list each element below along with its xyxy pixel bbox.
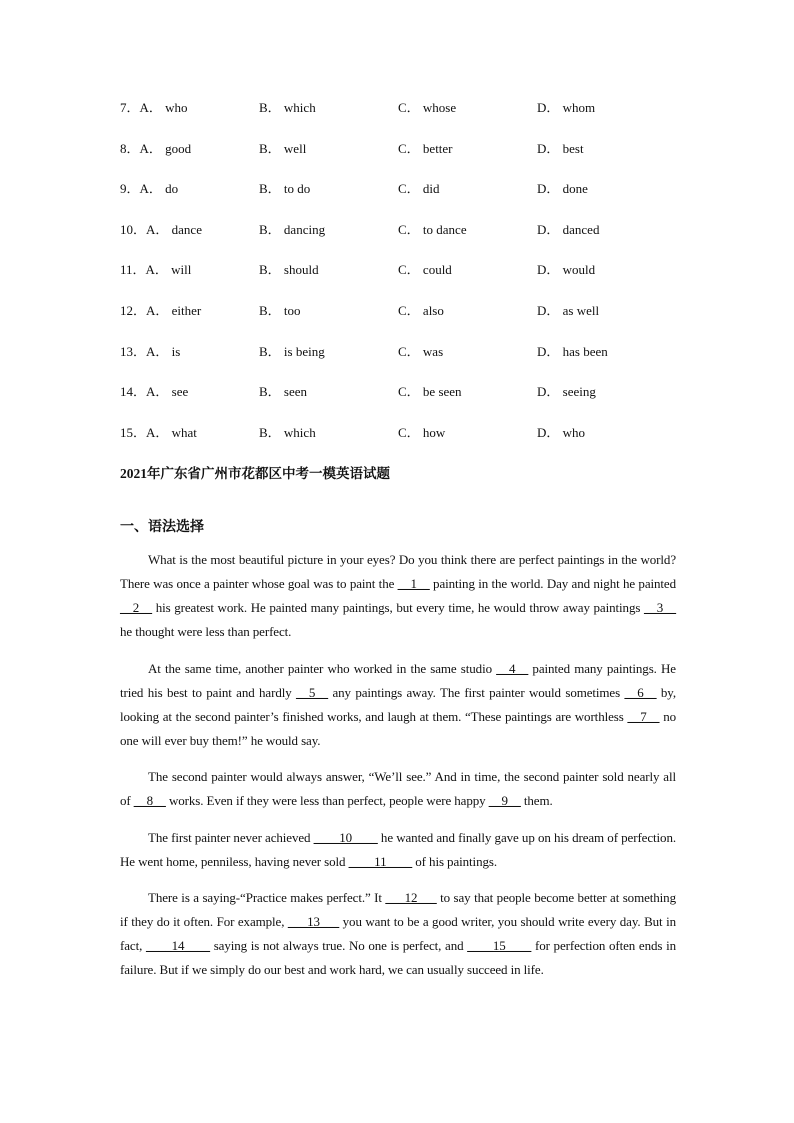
blank-15: ____15____: [467, 938, 532, 954]
option-a: 14．A． see: [120, 384, 189, 400]
blank-2: __2__: [120, 600, 153, 615]
option-c: C． was: [398, 343, 444, 359]
question-row: [120, 337, 680, 378]
option-b: B． which: [259, 424, 316, 440]
blank-14: ____14____: [145, 938, 210, 954]
question-number: 11．: [120, 262, 146, 278]
question-row: [120, 174, 680, 215]
paragraph-3: The second painter would always answer, “We’ll see.” And in time, the second painter sold nearly all of __8__ works. Even if they were less than perfect, people were happy __9__ them.: [120, 769, 676, 809]
option-d: D． done: [537, 181, 588, 197]
option-a: 7．A． who: [120, 100, 188, 115]
option-c: C． whose: [398, 100, 457, 115]
paragraph-2: At the same time, another painter who worked in the same studio __4__ painted many paintings. He tried his best to paint and hardly __5__ any paintings away. The first painter would sometimes __6__ by, looking at the second painter’s finished works, and laugh at them. “These paintings are worthless __7__ no one will ever buy them!” he would say.: [120, 660, 676, 748]
question-number: 9．: [120, 181, 140, 197]
option-a: 12．A． either: [120, 302, 202, 318]
blank-1: __1__: [397, 576, 430, 591]
option-d: D． as well: [537, 302, 600, 318]
question-row: [120, 296, 680, 337]
question-number: 14．: [120, 384, 147, 400]
option-c: C． did: [398, 181, 440, 197]
option-b: B． should: [259, 262, 319, 278]
option-a: 10．A． dance: [120, 221, 202, 237]
question-row: [120, 377, 680, 418]
option-b: B． is being: [259, 343, 325, 359]
option-b: B． which: [259, 100, 316, 115]
option-b: B． too: [259, 302, 301, 318]
blank-3: __3__: [643, 600, 676, 615]
exam-title: 2021年广东省广州市花都区中考一模英语试题: [120, 466, 390, 481]
option-c: C． better: [398, 140, 453, 156]
option-d: D． has been: [537, 343, 608, 359]
question-number: 8．: [120, 140, 140, 156]
option-d: D． whom: [537, 100, 596, 115]
question-number: 12．: [120, 302, 147, 318]
option-b: B． well: [259, 140, 307, 156]
blank-11: ____11____: [348, 853, 413, 869]
paragraph-5: There is a saying-“Practice makes perfect.” It ___12___ to say that people become better at something if they do it often. For example, ___13___ you want to be a good writer, you should write every day. But in fact, ____14____ saying is not always true. No one is perfect, and ____15____ for perfection often ends in failure. But if we simply do our best and work hard, we can usually succeed in life.: [120, 890, 677, 978]
question-row: [120, 215, 680, 256]
paragraph-4: The first painter never achieved ____10____ he wanted and finally gave up on his dream of perfection. He went home, penniless, having never sold ____11____ of his paintings.: [120, 829, 676, 869]
cloze-passage: [120, 548, 676, 995]
question-row: [120, 255, 680, 296]
paragraph-1: What is the most beautiful picture in your eyes? Do you think there are perfect paintings in the world? There was once a painter whose goal was to paint the __1__ painting in the world. Day and night he painted __2__ his greatest work. He painted many paintings, but every time, he would throw away paintings __3__ he thought were less than perfect.: [120, 552, 676, 639]
option-a: 15．A． what: [120, 424, 197, 440]
blank-9: __9__: [488, 793, 521, 809]
option-d: D． who: [537, 424, 586, 440]
option-a: 13．A． is: [120, 343, 181, 359]
blank-7: __7__: [627, 708, 660, 724]
question-number: 13．: [120, 343, 147, 359]
blank-8: __8__: [133, 793, 166, 809]
answer-choices: [120, 93, 680, 458]
option-d: D． would: [537, 262, 596, 278]
blank-12: ___12___: [385, 890, 437, 906]
question-number: 7．: [120, 100, 140, 115]
blank-13: ___13___: [287, 914, 340, 930]
question-row: [120, 93, 680, 134]
option-b: B． to do: [259, 181, 311, 197]
option-c: C． be seen: [398, 384, 462, 400]
question-row: [120, 418, 680, 459]
option-d: D． seeing: [537, 384, 596, 400]
option-d: D． best: [537, 140, 584, 156]
option-c: C． could: [398, 262, 452, 278]
blank-10: ____10____: [313, 829, 378, 845]
option-d: D． danced: [537, 221, 600, 237]
option-c: C． also: [398, 302, 444, 318]
option-a: 9．A． do: [120, 181, 179, 197]
option-c: C． how: [398, 424, 446, 440]
option-a: 8．A． good: [120, 140, 192, 156]
question-row: [120, 134, 680, 175]
option-b: B． seen: [259, 384, 308, 400]
option-c: C． to dance: [398, 221, 467, 237]
blank-6: __6__: [624, 684, 657, 700]
question-number: 15．: [120, 424, 147, 440]
question-number: 10．: [120, 221, 147, 237]
section-heading: 一、语法选择: [120, 520, 204, 535]
blank-5: __5__: [296, 684, 329, 700]
option-b: B． dancing: [259, 221, 326, 237]
blank-4: __4__: [496, 660, 529, 676]
option-a: 11．A． will: [120, 262, 192, 278]
